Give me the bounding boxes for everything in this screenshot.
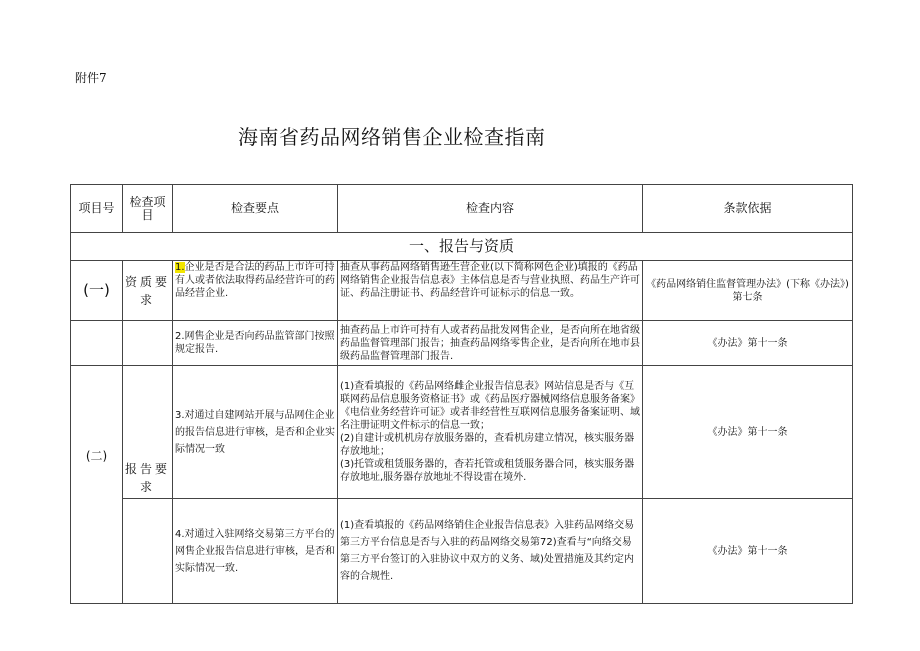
row-number: (一) — [71, 261, 123, 321]
check-item: 报告要求 — [123, 366, 173, 499]
check-content: 抽查药品上市许可持有人或者药品批发网售企业，是否向所在地省级药品监督管理部门报告；抽查药品网络零售企业，是否向所在地市县级药品监督管理部门报告. — [338, 321, 643, 366]
legal-basis: 《办法》第十一条 — [643, 321, 853, 366]
attachment-label: 附件7 — [75, 71, 107, 85]
legal-basis: 《办法》第十一条 — [643, 499, 853, 604]
highlight-marker: 1. — [175, 262, 185, 273]
col-header-check-item: 检查项目 — [123, 185, 173, 233]
check-item: 资质要求 — [123, 261, 173, 321]
table-header-row — [71, 185, 853, 233]
table-row — [71, 321, 853, 366]
check-content: (1)查看填报的《药品网络雌企业报告信息表》网站信息是否与《互联网药品信息服务资格证书》或《药品医疗器械网络信息服务备案》《电信业务经营许可证》或者非经营性互联网信息服务备案证明、域名注册证明文件标示的信息一致； (2)自建计或机机房存放服务器的，查看机房建立情况，核实服务器存放地址； (3)托管或租赁服务器的，杳若托管或租赁服务器合同，核实服务器存放地址,服务器存放地址不得设雷在境外. — [338, 366, 643, 499]
section-title: 一、报告与资质 — [71, 233, 853, 261]
col-header-content: 检查内容 — [338, 185, 643, 233]
table-row — [71, 499, 853, 604]
col-header-basis: 条款依据 — [643, 185, 853, 233]
table-row — [71, 366, 853, 499]
inspection-table — [70, 184, 853, 604]
col-header-item-no: 项目号 — [71, 185, 123, 233]
key-point: 4.对通过入驻网络交易第三方平台的网售企业报告信息进行审核，是否和实际情况一致. — [173, 499, 338, 604]
check-item-empty — [123, 499, 173, 604]
check-content: (1)查看填报的《药品网络销住企业报告信息表》入驻药品网络交易第三方平台信息是否与入驻的药品网络交易第72)查看与“向络交易第三方平台签订的入驻协议中双方的义务、域)处置措施及其约定内容的合规性. — [338, 499, 643, 604]
key-point: 2.网售企业是否向药品监管部门按照规定报告. — [173, 321, 338, 366]
check-content: 抽查从事药品网络销售逊生营企业(以下简称网色企业)填报的《药品网络销售企业报告信息表》主体信息是否与营业执照、药品生产许可证、药品注册证书、药品经营许可证标示的信息一致。 — [338, 261, 643, 321]
col-header-key-points: 检查要点 — [173, 185, 338, 233]
key-point-text: 企业是否是合法的药品上市许可持有人或者依法取得药品经营许可的药品经营企业. — [175, 262, 335, 299]
legal-basis: 《药品网络销住监督管理办法》(下称《办法》)第七条 — [643, 261, 853, 321]
page-title: 海南省药品网络销售企业检查指南 — [238, 125, 546, 149]
key-point: 3.对通过自建网站开展与品网住企业的报告信息进行审核，是否和企业实际情况一致 — [173, 366, 338, 499]
section-row — [71, 233, 853, 261]
key-point — [173, 261, 338, 321]
row-number-empty — [71, 321, 123, 366]
check-item-empty — [123, 321, 173, 366]
table-row — [71, 261, 853, 321]
legal-basis: 《办法》第十一条 — [643, 366, 853, 499]
row-number: (二) — [71, 366, 123, 604]
